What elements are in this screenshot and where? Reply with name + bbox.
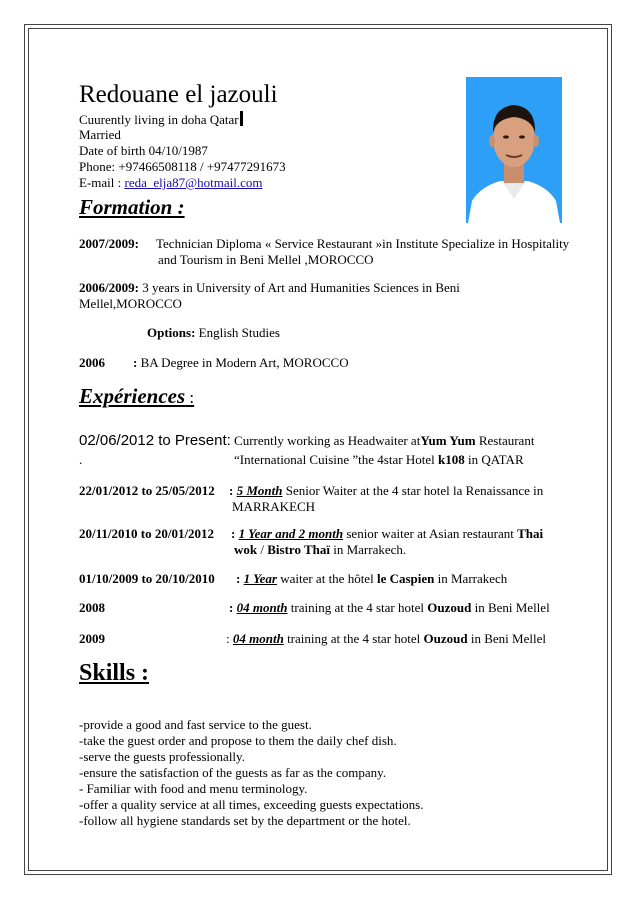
- formation-date-1: 2007/2009:: [79, 236, 139, 251]
- experiences-title: Expériences: [79, 384, 186, 408]
- job-3-place: le Caspien: [376, 571, 435, 586]
- skill-item: -serve the guests professionally.: [79, 749, 245, 764]
- living-line: [79, 111, 243, 128]
- job-4-city: in Beni Mellel: [471, 600, 550, 615]
- experiences-heading: [79, 384, 194, 409]
- formation-line-2a: 3 years in University of Art and Humanities Sciences in Beni: [138, 280, 460, 295]
- formation-heading: Formation :: [79, 195, 185, 219]
- job-4-desc: [229, 600, 550, 616]
- current-job-brand: Yum Yum: [420, 433, 476, 448]
- job-2-bistro: Bistro Thaï: [267, 542, 330, 557]
- job-5-duration: 04 month: [232, 631, 284, 646]
- date-of-birth: Date of birth 04/10/1987: [79, 143, 208, 158]
- ba-colon: :: [133, 355, 141, 370]
- job-2-wok: wok: [234, 542, 258, 557]
- email-link[interactable]: reda_elja87@hotmail.com: [124, 175, 263, 190]
- options-label: Options:: [147, 325, 196, 340]
- skill-item: -follow all hygiene standards set by the department or the hotel.: [79, 813, 411, 828]
- job-4-colon: :: [229, 600, 237, 615]
- options-value: English Studies: [195, 325, 280, 340]
- job-2-colon: :: [231, 526, 239, 541]
- job-1-duration: 5 Month: [236, 483, 283, 498]
- job-2-duration: 1 Year and 2 month: [238, 526, 344, 541]
- current-job-text: Currently working as Headwaiter at: [230, 433, 421, 448]
- job-5-colon: :: [226, 631, 233, 646]
- job-5-desc: [226, 631, 546, 647]
- job-2-desc: [231, 526, 543, 542]
- person-photo-icon: [466, 77, 562, 223]
- text-cursor: [240, 111, 243, 126]
- formation-options: [147, 325, 280, 341]
- current-job-line2-text: “International Cuisine ”the 4star Hotel: [234, 452, 438, 467]
- marital-status: Married: [79, 127, 121, 142]
- job-2-slash: /: [257, 542, 268, 557]
- profile-photo: [466, 77, 562, 223]
- job-1-colon: :: [229, 483, 237, 498]
- job-4-duration: 04 month: [236, 600, 288, 615]
- email-line: [79, 175, 262, 191]
- current-job-hotel: k108: [437, 452, 465, 467]
- job-5-text: training at the 4 star hotel: [283, 631, 424, 646]
- living-text: Cuurently living in doha Qatar: [79, 112, 239, 127]
- current-job-dot: .: [79, 452, 83, 467]
- job-3-city: in Marrakech: [434, 571, 508, 586]
- job-3-date: 01/10/2009 to 20/10/2010: [79, 571, 215, 586]
- candidate-name: Redouane el jazouli: [79, 81, 278, 108]
- job-2-place: Thai: [517, 526, 544, 541]
- skill-item: -ensure the satisfaction of the guests as far as the company.: [79, 765, 387, 780]
- job-4-place: Ouzoud: [427, 600, 472, 615]
- job-5-place: Ouzoud: [423, 631, 468, 646]
- job-3-duration: 1 Year: [243, 571, 277, 586]
- skills-heading: Skills :: [79, 660, 150, 686]
- job-5-date: 2009: [79, 631, 105, 646]
- job-2-date: 20/11/2010 to 20/01/2012: [79, 526, 215, 541]
- job-3-colon: :: [236, 571, 244, 586]
- formation-line-1a: Technician Diploma « Service Restaurant »in Institute Specialize in Hospitality: [156, 236, 570, 251]
- job-2-text: senior waiter at Asian restaurant: [343, 526, 518, 541]
- email-label: E-mail :: [79, 175, 125, 190]
- job-1-desc: [229, 483, 543, 499]
- current-job-date: 02/06/2012 to Present:: [79, 432, 231, 449]
- job-3-text: waiter at the hôtel: [276, 571, 377, 586]
- skill-item: -provide a good and fast service to the guest.: [79, 717, 312, 732]
- current-job-line2: [234, 452, 524, 468]
- job-2-city: in Marrakech.: [329, 542, 407, 557]
- job-1-text: Senior Waiter at the 4 star hotel la Renaissance in: [282, 483, 544, 498]
- skill-item: - Familiar with food and menu terminology.: [79, 781, 308, 796]
- formation-date-2: 2006/2009:: [79, 280, 139, 295]
- current-job-text2: Restaurant: [475, 433, 535, 448]
- current-job: [79, 433, 534, 449]
- ba-degree: [133, 355, 349, 371]
- job-4-date: 2008: [79, 600, 105, 615]
- job-1-date: 22/01/2012 to 25/05/2012: [79, 483, 215, 498]
- ba-text: BA Degree in Modern Art, MOROCCO: [140, 355, 349, 370]
- ba-year: 2006: [79, 355, 105, 370]
- current-job-line2-end: in QATAR: [464, 452, 524, 467]
- job-3-desc: [236, 571, 507, 587]
- phone: Phone: +97466508118 / +97477291673: [79, 159, 286, 174]
- formation-line-1b: and Tourism in Beni Mellel ,MOROCCO: [158, 252, 374, 267]
- experiences-colon: :: [185, 388, 195, 407]
- skill-item: -offer a quality service at all times, exceeding guests expectations.: [79, 797, 424, 812]
- job-5-city: in Beni Mellel: [467, 631, 546, 646]
- job-2-line2: [234, 542, 406, 558]
- formation-line-2b: Mellel,MOROCCO: [79, 296, 182, 311]
- job-4-text: training at the 4 star hotel: [287, 600, 428, 615]
- job-1-line2: MARRAKECH: [232, 499, 316, 514]
- skill-item: -take the guest order and propose to them the daily chef dish.: [79, 733, 397, 748]
- formation-item-2: [79, 280, 460, 296]
